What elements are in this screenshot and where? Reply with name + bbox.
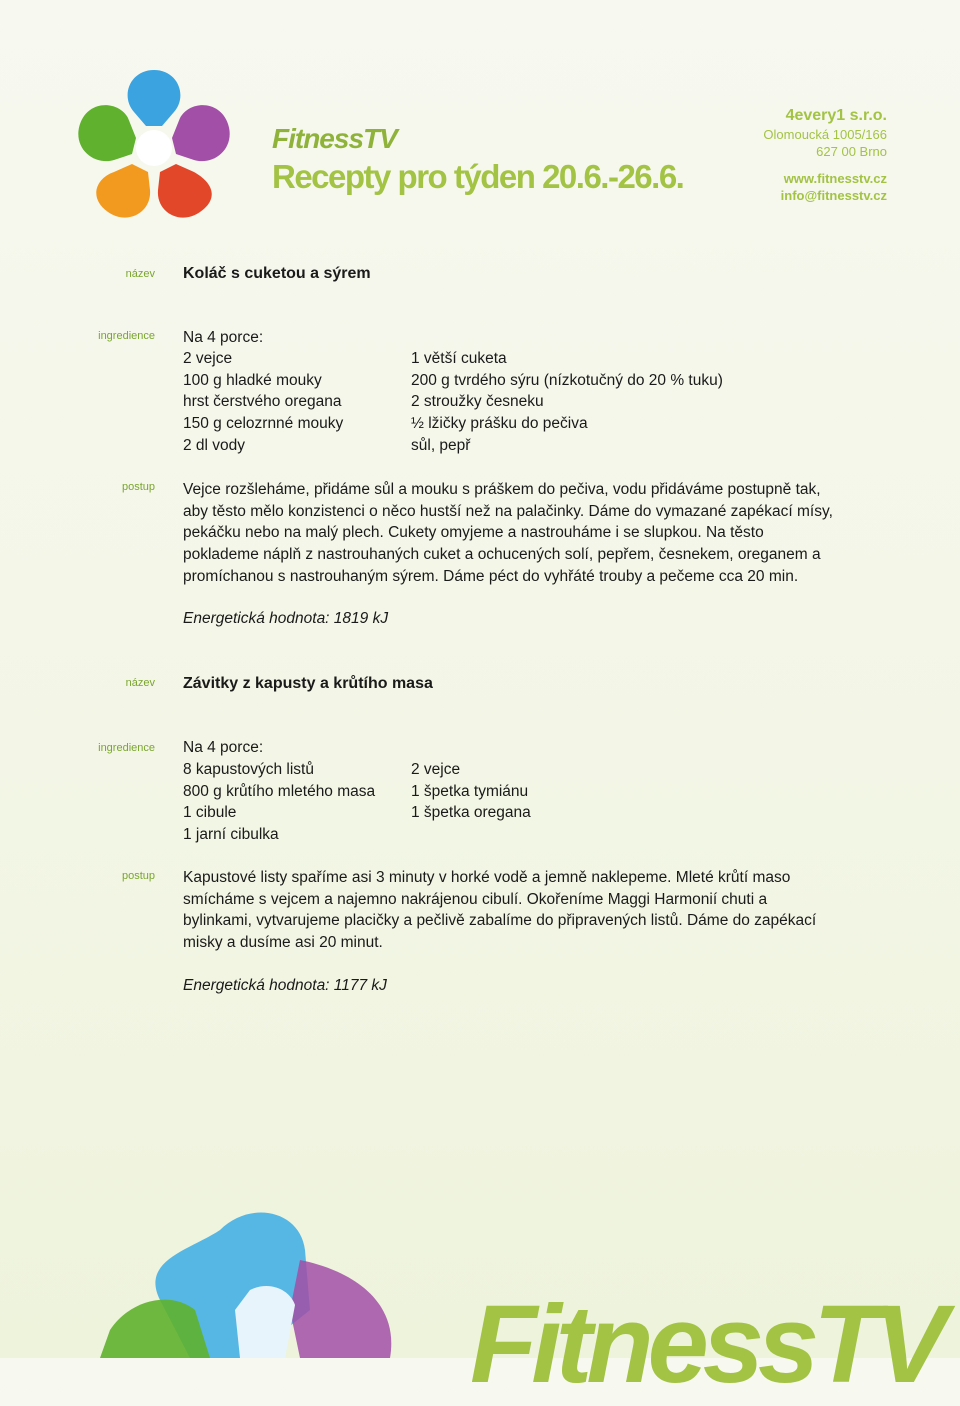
ingredient-item: 1 cibule	[183, 804, 237, 822]
label-steps: postup	[121, 481, 155, 493]
ingredient-item: 200 g tvrdého sýru (nízkotučný do 20 % tuku)	[411, 371, 723, 389]
brand-block	[272, 124, 683, 196]
recipe-title: Koláč s cuketou a sýrem	[183, 265, 371, 282]
ingredient-item: 100 g hladké mouky	[183, 371, 322, 389]
ingredients-left	[183, 759, 375, 846]
step-line: bylinkami, vytvarujeme placičky a pečlivě zabalíme do připravených listů. Dáme do zapékací	[183, 912, 817, 930]
company-info	[763, 106, 887, 204]
energy-value: Energetická hodnota: 1177 kJ	[183, 977, 387, 994]
company-web-link[interactable]: www.fitnesstv.cz	[783, 171, 887, 186]
ingredient-item: sůl, pepř	[411, 436, 471, 454]
ingredient-item: 1 větší cuketa	[411, 350, 507, 367]
step-line: promíchanou s nastrouhaným sýrem. Dáme péct do vyhřáté trouby a pečeme cca 20 min.	[183, 567, 799, 585]
week-title: Recepty pro týden 20.6.-26.6.	[272, 158, 684, 195]
portions: Na 4 porce:	[183, 739, 264, 756]
company-city: 627 00 Brno	[816, 144, 887, 159]
step-line: Vejce rozšleháme, přidáme sůl a mouku s práškem do pečiva, vodu přidáváme postupně tak,	[183, 481, 821, 498]
step-line: Kapustové listy spaříme asi 3 minuty v horké vodě a jemně naklepeme. Mleté krůtí maso	[183, 869, 791, 886]
step-line: aby těsto mělo konzistenci o něco hustší než na palačinky. Dáme do vymazané zapékací mísy,	[183, 502, 833, 520]
ingredient-item: 1 jarní cibulka	[183, 826, 279, 844]
step-line: misky a dusíme asi 20 minut.	[183, 934, 383, 952]
fitnesstv-star-logo-large	[100, 1190, 400, 1358]
label-ingredients: ingredience	[98, 330, 155, 342]
ingredients-right	[411, 759, 531, 824]
ingredient-item: 1 špetka oregana	[411, 804, 531, 822]
ingredient-item: hrst čerstvého oregana	[183, 393, 342, 411]
company-name: 4every1 s.r.o.	[785, 107, 887, 124]
energy-value: Energetická hodnota: 1819 kJ	[183, 610, 389, 627]
recipe-title: Závitky z kapusty a krůtího masa	[183, 675, 433, 692]
label-ingredients: ingredience	[98, 742, 155, 754]
ingredient-item: 2 stroužky česneku	[411, 393, 544, 411]
ingredients-right	[411, 348, 723, 457]
ingredient-item: 8 kapustových listů	[183, 761, 314, 778]
ingredient-item: 2 vejce	[411, 761, 461, 778]
ingredient-item: 2 vejce	[183, 350, 233, 367]
ingredient-item: ½ lžičky prášku do pečiva	[411, 415, 588, 433]
step-line: pekáčku nebo na malý plech. Cukety omyjeme a nastrouháme i se slupkou. Na těsto	[183, 524, 764, 542]
fitnesstv-star-logo	[66, 68, 241, 228]
ingredient-item: 1 špetka tymiánu	[411, 782, 529, 800]
ingredient-item: 150 g celozrnné mouky	[183, 415, 344, 433]
company-email-link[interactable]: info@fitnesstv.cz	[780, 188, 887, 203]
ingredient-item: 2 dl vody	[183, 436, 246, 454]
label-name: název	[125, 268, 155, 280]
step-line: smícháme s vejcem a najemno nakrájenou cibulí. Okořeníme Maggi Harmonií chuti a	[183, 890, 768, 908]
brand-name: FitnessTV	[272, 123, 397, 154]
ingredient-item: 800 g krůtího mletého masa	[183, 782, 376, 800]
footer-brand: FitnessTV	[470, 1283, 942, 1406]
step-line: poklademe náplň z nastrouhaných cuket a ochucených solí, pepřem, česnekem, oreganem a	[183, 546, 821, 564]
ingredients-left	[183, 348, 343, 457]
steps-text	[183, 479, 863, 588]
company-street: Olomoucká 1005/166	[763, 127, 887, 142]
label-name: název	[125, 677, 155, 689]
steps-text	[183, 867, 863, 954]
portions: Na 4 porce:	[183, 329, 264, 346]
label-steps: postup	[121, 870, 155, 882]
